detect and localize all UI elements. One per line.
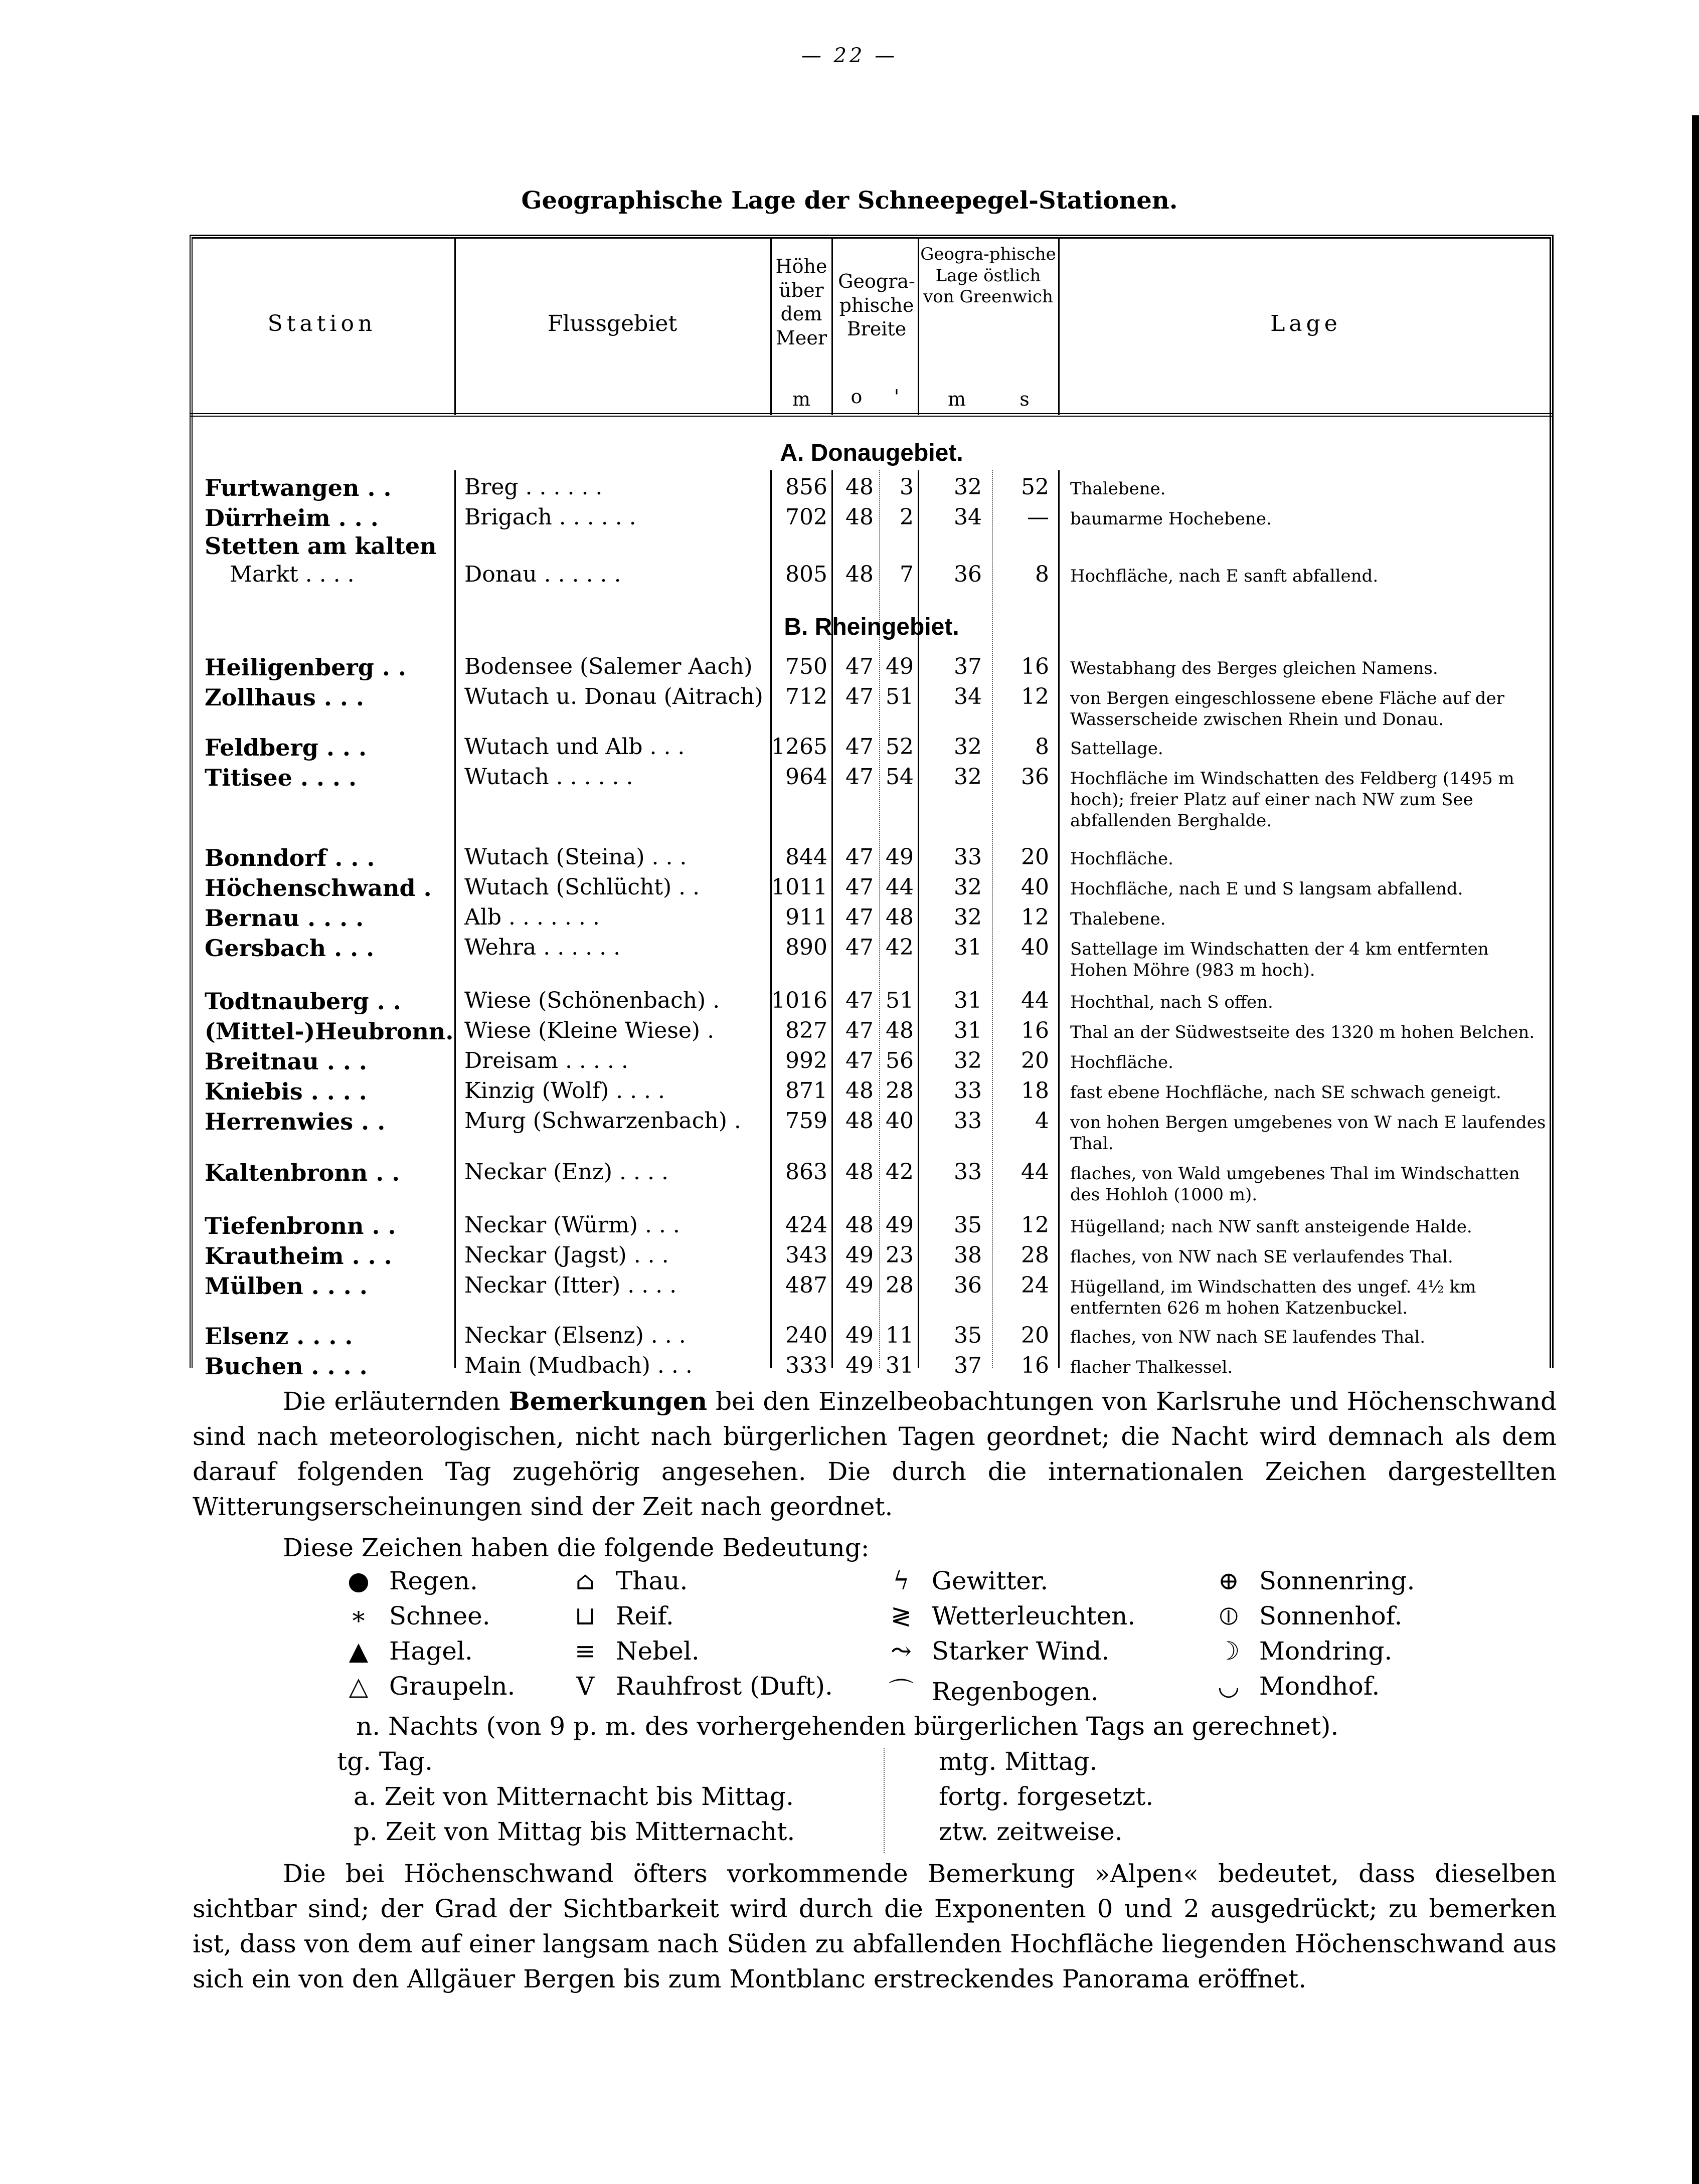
weather-symbol-icon: ⌒: [889, 1677, 914, 1706]
flussgebiet: Dreisam . . . . .: [464, 1048, 628, 1073]
lage-description: Hügelland, im Windschatten des ungef. 4½ km entfernten 626 m hohen Katzenbuckel.: [1070, 1277, 1476, 1318]
laenge-seconds: 20: [1021, 1048, 1049, 1073]
breite-minutes: 56: [886, 1048, 914, 1073]
station-name: Kaltenbronn . .: [205, 1159, 400, 1186]
hoehe-value: 240: [785, 1323, 827, 1348]
lage-description: flacher Thalkessel.: [1070, 1357, 1233, 1377]
flussgebiet: Wiese (Schönenbach) .: [464, 988, 720, 1013]
breite-minutes: 44: [886, 874, 914, 900]
station-name: Krautheim . . .: [205, 1242, 392, 1269]
flussgebiet: Bodensee (Salemer Aach): [464, 654, 753, 679]
para1-bold: Bemerkungen: [508, 1386, 708, 1416]
header-laenge-s: s: [1020, 388, 1030, 410]
breite-minutes: 42: [886, 1159, 914, 1185]
symbol-label: Hagel.: [389, 1636, 473, 1666]
hoehe-value: 805: [785, 562, 827, 587]
hoehe-value: 750: [785, 654, 827, 679]
symbol-entry: [1206, 1636, 1392, 1666]
para1-start: Die erläuternden: [283, 1387, 500, 1416]
breite-degrees: 49: [845, 1242, 874, 1268]
flussgebiet: Main (Mudbach) . . .: [464, 1353, 693, 1378]
flussgebiet: Alb . . . . . . .: [464, 904, 600, 930]
breite-minutes: 11: [886, 1323, 914, 1348]
header-laenge: Geogra-phische Lage östlich von Greenwich: [920, 244, 1056, 307]
hoehe-value: 759: [785, 1108, 827, 1134]
lage-description: Hochfläche, nach E sanft abfallend.: [1070, 566, 1379, 586]
station-name: Elsenz . . . .: [205, 1323, 353, 1350]
symbol-label: Regen.: [389, 1566, 478, 1595]
laenge-seconds: 12: [1021, 904, 1049, 930]
abbreviation: mtg. Mittag.: [939, 1747, 1098, 1776]
station-name: Buchen . . . .: [205, 1353, 368, 1380]
station-name-cont: Markt . . . .: [230, 562, 355, 587]
weather-symbol-icon: ≷: [891, 1601, 912, 1630]
breite-minutes: 51: [886, 988, 914, 1013]
station-name: Gersbach . . .: [205, 935, 375, 962]
laenge-seconds: 4: [1035, 1108, 1049, 1134]
hoehe-value: 890: [785, 935, 827, 960]
breite-minutes: 40: [886, 1108, 914, 1134]
lage-description: Hochthal, nach S offen.: [1070, 992, 1273, 1012]
laenge-minutes: 32: [954, 764, 982, 790]
laenge-seconds: 12: [1021, 1212, 1049, 1238]
weather-symbol-icon: ☽: [1217, 1636, 1240, 1666]
breite-degrees: 48: [845, 504, 874, 530]
weather-symbol-icon: ◡: [1218, 1672, 1240, 1701]
flussgebiet: Neckar (Elsenz) . . .: [464, 1323, 686, 1348]
breite-degrees: 47: [845, 734, 874, 760]
lage-description: baumarme Hochebene.: [1070, 509, 1272, 529]
flussgebiet: Wutach (Steina) . . .: [464, 844, 687, 870]
header-rule: [190, 413, 1554, 417]
laenge-seconds: 16: [1021, 1018, 1049, 1043]
station-name: Tiefenbronn . .: [205, 1212, 396, 1239]
station-name: Breitnau . . .: [205, 1048, 367, 1075]
laenge-minutes: 37: [954, 654, 982, 679]
laenge-minutes: 34: [954, 684, 982, 709]
page-number: — 22 —: [801, 44, 898, 67]
breite-minutes: 42: [886, 935, 914, 960]
laenge-minutes: 35: [954, 1212, 982, 1238]
breite-minutes: 49: [886, 844, 914, 870]
symbol-label: Sonnenhof.: [1259, 1601, 1403, 1630]
breite-minutes: 28: [886, 1272, 914, 1298]
flussgebiet: Wutach und Alb . . .: [464, 734, 685, 760]
header-hoehe: Höhe über dem Meer: [775, 255, 827, 349]
header-lage: Lage: [1270, 311, 1341, 336]
breite-minutes: 31: [886, 1353, 914, 1378]
weather-symbol-icon: ⊔: [575, 1601, 596, 1630]
breite-degrees: 47: [845, 874, 874, 900]
station-table: [190, 235, 1554, 1380]
breite-degrees: 49: [845, 1272, 874, 1298]
laenge-seconds: 52: [1021, 474, 1049, 500]
flussgebiet: Wutach (Schlücht) . .: [464, 874, 700, 900]
laenge-minutes: 32: [954, 1048, 982, 1073]
breite-degrees: 47: [845, 684, 874, 709]
hoehe-value: 964: [785, 764, 827, 790]
flussgebiet: Neckar (Itter) . . . .: [464, 1272, 677, 1298]
station-name: Feldberg . . .: [205, 734, 367, 761]
lage-description: von hohen Bergen umgebenes von W nach E laufendes Thal.: [1070, 1113, 1546, 1154]
weather-symbol-icon: ▲: [349, 1636, 369, 1666]
station-name: Todtnauberg . .: [205, 988, 401, 1015]
symbol-entry: [1206, 1601, 1402, 1631]
flussgebiet: Wehra . . . . . .: [464, 935, 621, 960]
laenge-seconds: —: [1027, 504, 1049, 530]
lage-description: Hügelland; nach NW sanft ansteigende Halde.: [1070, 1217, 1472, 1237]
flussgebiet: Donau . . . . . .: [464, 562, 621, 587]
symbol-entry: [563, 1601, 674, 1630]
flussgebiet: Neckar (Würm) . . .: [464, 1212, 680, 1238]
lage-description: flaches, von NW nach SE verlaufendes Thal.: [1070, 1247, 1453, 1267]
breite-minutes: 54: [886, 764, 914, 790]
paragraph-bemerkungen: [193, 1384, 1557, 1524]
hoehe-value: 702: [785, 504, 827, 530]
laenge-seconds: 40: [1021, 874, 1049, 900]
station-name: Dürrheim . . .: [205, 504, 379, 531]
symbol-label: Rauhfrost (Duft).: [615, 1672, 833, 1701]
lage-description: Thal an der Südwestseite des 1320 m hohen Belchen.: [1070, 1022, 1535, 1042]
flussgebiet: Breg . . . . . .: [464, 474, 603, 500]
abbreviation: a. Zeit von Mitternacht bis Mittag.: [354, 1782, 794, 1811]
hoehe-value: 844: [785, 844, 827, 870]
laenge-minutes: 32: [954, 474, 982, 500]
laenge-minutes: 38: [954, 1242, 982, 1268]
weather-symbol-icon: V: [576, 1672, 595, 1701]
breite-minutes: 28: [886, 1078, 914, 1104]
hoehe-value: 1011: [771, 874, 827, 900]
symbol-label: Sonnenring.: [1259, 1566, 1415, 1595]
station-name: Höchenschwand .: [205, 874, 432, 901]
breite-minutes: 2: [900, 504, 914, 530]
station-name: Herrenwies . .: [205, 1108, 386, 1135]
symbol-entry: [563, 1672, 833, 1701]
symbol-entry: [336, 1566, 478, 1595]
abbreviation: ztw. zeitweise.: [939, 1817, 1123, 1846]
laenge-seconds: 8: [1035, 562, 1049, 587]
laenge-minutes: 37: [954, 1353, 982, 1378]
laenge-minutes: 35: [954, 1323, 982, 1348]
laenge-minutes: 31: [954, 935, 982, 960]
lage-description: Hochfläche.: [1070, 1052, 1173, 1072]
symbol-entry: [563, 1566, 688, 1595]
laenge-seconds: 18: [1021, 1078, 1049, 1104]
hoehe-value: 1265: [771, 734, 827, 760]
hoehe-value: 712: [785, 684, 827, 709]
laenge-minutes: 36: [954, 1272, 982, 1298]
symbol-label: Starker Wind.: [931, 1636, 1110, 1666]
breite-degrees: 47: [845, 988, 874, 1013]
breite-minutes: 7: [900, 562, 914, 587]
lage-description: Hochfläche, nach E und S langsam abfallend.: [1070, 879, 1463, 899]
lage-description: Sattellage im Windschatten der 4 km entfernten Hohen Möhre (983 m hoch).: [1070, 939, 1489, 980]
flussgebiet: Neckar (Jagst) . . .: [464, 1242, 669, 1268]
breite-degrees: 47: [845, 904, 874, 930]
hoehe-value: 1016: [771, 988, 827, 1013]
laenge-seconds: 16: [1021, 654, 1049, 679]
hoehe-value: 424: [785, 1212, 827, 1238]
laenge-seconds: 20: [1021, 844, 1049, 870]
lage-description: Hochfläche.: [1070, 849, 1173, 869]
header-breite-min: ': [894, 386, 900, 408]
header-flussgebiet: Flussgebiet: [547, 311, 677, 336]
weather-symbol-icon: △: [349, 1672, 369, 1701]
symbol-entry: [879, 1566, 1048, 1595]
symbol-entry: [336, 1601, 490, 1630]
lage-description: Sattellage.: [1070, 739, 1163, 759]
breite-degrees: 49: [845, 1353, 874, 1378]
laenge-minutes: 32: [954, 734, 982, 760]
station-name: (Mittel-)Heubronn.: [205, 1018, 454, 1045]
lage-description: Thalebene.: [1070, 909, 1166, 929]
section-donaugebiet: A. Donaugebiet.: [780, 440, 963, 466]
laenge-seconds: 44: [1021, 1159, 1049, 1185]
station-name: Zollhaus . . .: [205, 684, 364, 711]
breite-degrees: 48: [845, 1159, 874, 1185]
laenge-minutes: 32: [954, 904, 982, 930]
abbreviation: tg. Tag.: [337, 1747, 433, 1776]
symbol-label: Thau.: [615, 1566, 688, 1595]
flussgebiet: Wiese (Kleine Wiese) .: [464, 1018, 715, 1043]
hoehe-value: 911: [785, 904, 827, 930]
weather-symbol-icon: ∗: [350, 1601, 367, 1630]
laenge-minutes: 33: [954, 1108, 982, 1134]
breite-degrees: 48: [845, 562, 874, 587]
station-name: Bonndorf . . .: [205, 844, 375, 871]
table-title: Geographische Lage der Schneepegel-Stationen.: [521, 187, 1178, 215]
breite-degrees: 48: [845, 474, 874, 500]
header-breite: Geogra-phische Breite: [838, 270, 915, 340]
weather-symbol-icon: ●: [348, 1566, 370, 1595]
station-name: Mülben . . . .: [205, 1272, 368, 1300]
lage-description: flaches, von NW nach SE laufendes Thal.: [1070, 1327, 1426, 1347]
weather-symbol-icon: ⊕: [1218, 1566, 1239, 1595]
laenge-seconds: 40: [1021, 935, 1049, 960]
symbol-entry: [879, 1601, 1135, 1630]
symbol-label: Gewitter.: [931, 1566, 1049, 1595]
breite-degrees: 47: [845, 654, 874, 679]
breite-degrees: 48: [845, 1212, 874, 1238]
station-name: Stetten am kalten: [205, 532, 437, 560]
breite-minutes: 48: [886, 904, 914, 930]
laenge-minutes: 31: [954, 988, 982, 1013]
laenge-seconds: 28: [1021, 1242, 1049, 1268]
flussgebiet: Wutach . . . . . .: [464, 764, 633, 790]
symbol-entry: [879, 1672, 1099, 1708]
laenge-seconds: 24: [1021, 1272, 1049, 1298]
symbol-entry: [563, 1636, 700, 1666]
breite-degrees: 47: [845, 764, 874, 790]
weather-symbol-icon: ⌂: [575, 1566, 595, 1595]
weather-symbol-icon: ⤳: [891, 1636, 912, 1666]
station-name: Kniebis . . . .: [205, 1078, 367, 1105]
flussgebiet: Murg (Schwarzenbach) .: [464, 1108, 741, 1134]
weather-symbol-icon: ϟ: [893, 1566, 910, 1595]
breite-minutes: 49: [886, 1212, 914, 1238]
breite-minutes: 3: [900, 474, 914, 500]
header-hoehe-unit: m: [792, 388, 811, 410]
breite-degrees: 47: [845, 1018, 874, 1043]
laenge-minutes: 33: [954, 844, 982, 870]
breite-minutes: 48: [886, 1018, 914, 1043]
breite-degrees: 48: [845, 1078, 874, 1104]
hoehe-value: 863: [785, 1159, 827, 1185]
breite-minutes: 23: [886, 1242, 914, 1268]
hoehe-value: 856: [785, 474, 827, 500]
station-name: Furtwangen . .: [205, 474, 392, 501]
station-name: Heiligenberg . .: [205, 654, 406, 681]
symbol-entry: [1206, 1672, 1380, 1701]
laenge-minutes: 31: [954, 1018, 982, 1043]
station-name: Bernau . . . .: [205, 904, 364, 932]
breite-degrees: 47: [845, 1048, 874, 1073]
symbol-entry: [879, 1636, 1109, 1666]
lage-description: flaches, von Wald umgebenes Thal im Windschatten des Hohloh (1000 m).: [1070, 1164, 1520, 1205]
para1-rest: bei den Einzelbeobachtungen von Karlsruhe und Höchenschwand sind nach meteorologischen, nicht nach bürgerlichen Tagen geordnet; die Nacht wird demnach als dem darauf folgenden Tag zugehörig angesehen. Die durch die internationalen Zeichen dargestellten Witterungserscheinungen sind der Zeit nach geordnet.: [193, 1387, 1557, 1521]
paragraph-zeichen: Diese Zeichen haben die folgende Bedeutung:: [283, 1533, 870, 1562]
header-laenge-m: m: [947, 388, 966, 410]
lage-description: Thalebene.: [1070, 479, 1166, 499]
lage-description: Hochfläche im Windschatten des Feldberg (1495 m hoch); freier Platz auf einer nach NW zum See abfallenden Berghalde.: [1070, 769, 1514, 831]
lage-description: Westabhang des Berges gleichen Namens.: [1070, 658, 1438, 678]
weather-symbol-icon: ⦶: [1219, 1601, 1238, 1630]
flussgebiet: Neckar (Enz) . . . .: [464, 1159, 668, 1185]
weather-symbol-icon: ≡: [575, 1636, 596, 1666]
lage-description: fast ebene Hochfläche, nach SE schwach geneigt.: [1070, 1082, 1501, 1103]
symbol-label: Mondhof.: [1259, 1672, 1380, 1701]
symbol-entry: [336, 1672, 515, 1701]
symbol-label: Nebel.: [615, 1636, 700, 1666]
breite-degrees: 47: [845, 935, 874, 960]
laenge-seconds: 12: [1021, 684, 1049, 709]
laenge-seconds: 44: [1021, 988, 1049, 1013]
hoehe-value: 827: [785, 1018, 827, 1043]
abbreviation: p. Zeit von Mittag bis Mitternacht.: [354, 1817, 795, 1846]
hoehe-value: 871: [785, 1078, 827, 1104]
station-name: Titisee . . . .: [205, 764, 357, 791]
symbol-entry: [336, 1636, 473, 1666]
breite-degrees: 48: [845, 1108, 874, 1134]
lage-description: von Bergen eingeschlossene ebene Fläche auf der Wasserscheide zwischen Rhein und Donau.: [1070, 688, 1504, 730]
symbol-entry: [1206, 1566, 1415, 1595]
flussgebiet: Brigach . . . . . .: [464, 504, 636, 530]
symbol-label: Reif.: [615, 1601, 674, 1630]
breite-minutes: 51: [886, 684, 914, 709]
laenge-seconds: 8: [1035, 734, 1049, 760]
laenge-minutes: 33: [954, 1159, 982, 1185]
laenge-minutes: 33: [954, 1078, 982, 1104]
abbr-nachts: n. Nachts (von 9 p. m. des vorhergehenden bürgerlichen Tags an gerechnet).: [356, 1712, 1339, 1741]
symbol-label: Mondring.: [1259, 1636, 1393, 1666]
breite-minutes: 52: [886, 734, 914, 760]
symbol-label: Regenbogen.: [931, 1677, 1099, 1706]
laenge-seconds: 16: [1021, 1353, 1049, 1378]
hoehe-value: 333: [785, 1353, 827, 1378]
symbol-label: Graupeln.: [389, 1672, 516, 1701]
flussgebiet: Wutach u. Donau (Aitrach): [464, 684, 763, 709]
abbreviation: fortg. forgesetzt.: [939, 1782, 1154, 1811]
hoehe-value: 992: [785, 1048, 827, 1073]
header-breite-deg: o: [851, 386, 863, 408]
breite-minutes: 49: [886, 654, 914, 679]
page-edge: [1692, 115, 1699, 2184]
flussgebiet: Kinzig (Wolf) . . . .: [464, 1078, 665, 1104]
paragraph-alpen: Die bei Höchenschwand öfters vorkommende Bemerkung »Alpen« bedeutet, dass dieselben sichtbar sind; der Grad der Sichtbarkeit wird durch die Exponenten 0 und 2 ausgedrückt; zu bemerken ist, dass von dem auf einer langsam nach Süden zu abfallenden Hochfläche liegenden Höchenschwand aus sich ein von den Allgäuer Bergen bis zum Montblanc erstreckendes Panorama eröffnet.: [193, 1859, 1557, 1993]
laenge-seconds: 36: [1021, 764, 1049, 790]
breite-degrees: 47: [845, 844, 874, 870]
hoehe-value: 343: [785, 1242, 827, 1268]
laenge-minutes: 36: [954, 562, 982, 587]
laenge-seconds: 20: [1021, 1323, 1049, 1348]
section-rheingebiet: B. Rheingebiet.: [784, 614, 959, 640]
breite-degrees: 49: [845, 1323, 874, 1348]
laenge-minutes: 32: [954, 874, 982, 900]
header-station: Station: [267, 311, 377, 336]
laenge-minutes: 34: [954, 504, 982, 530]
symbol-label: Wetterleuchten.: [931, 1601, 1136, 1630]
hoehe-value: 487: [785, 1272, 827, 1298]
symbol-label: Schnee.: [389, 1601, 490, 1630]
